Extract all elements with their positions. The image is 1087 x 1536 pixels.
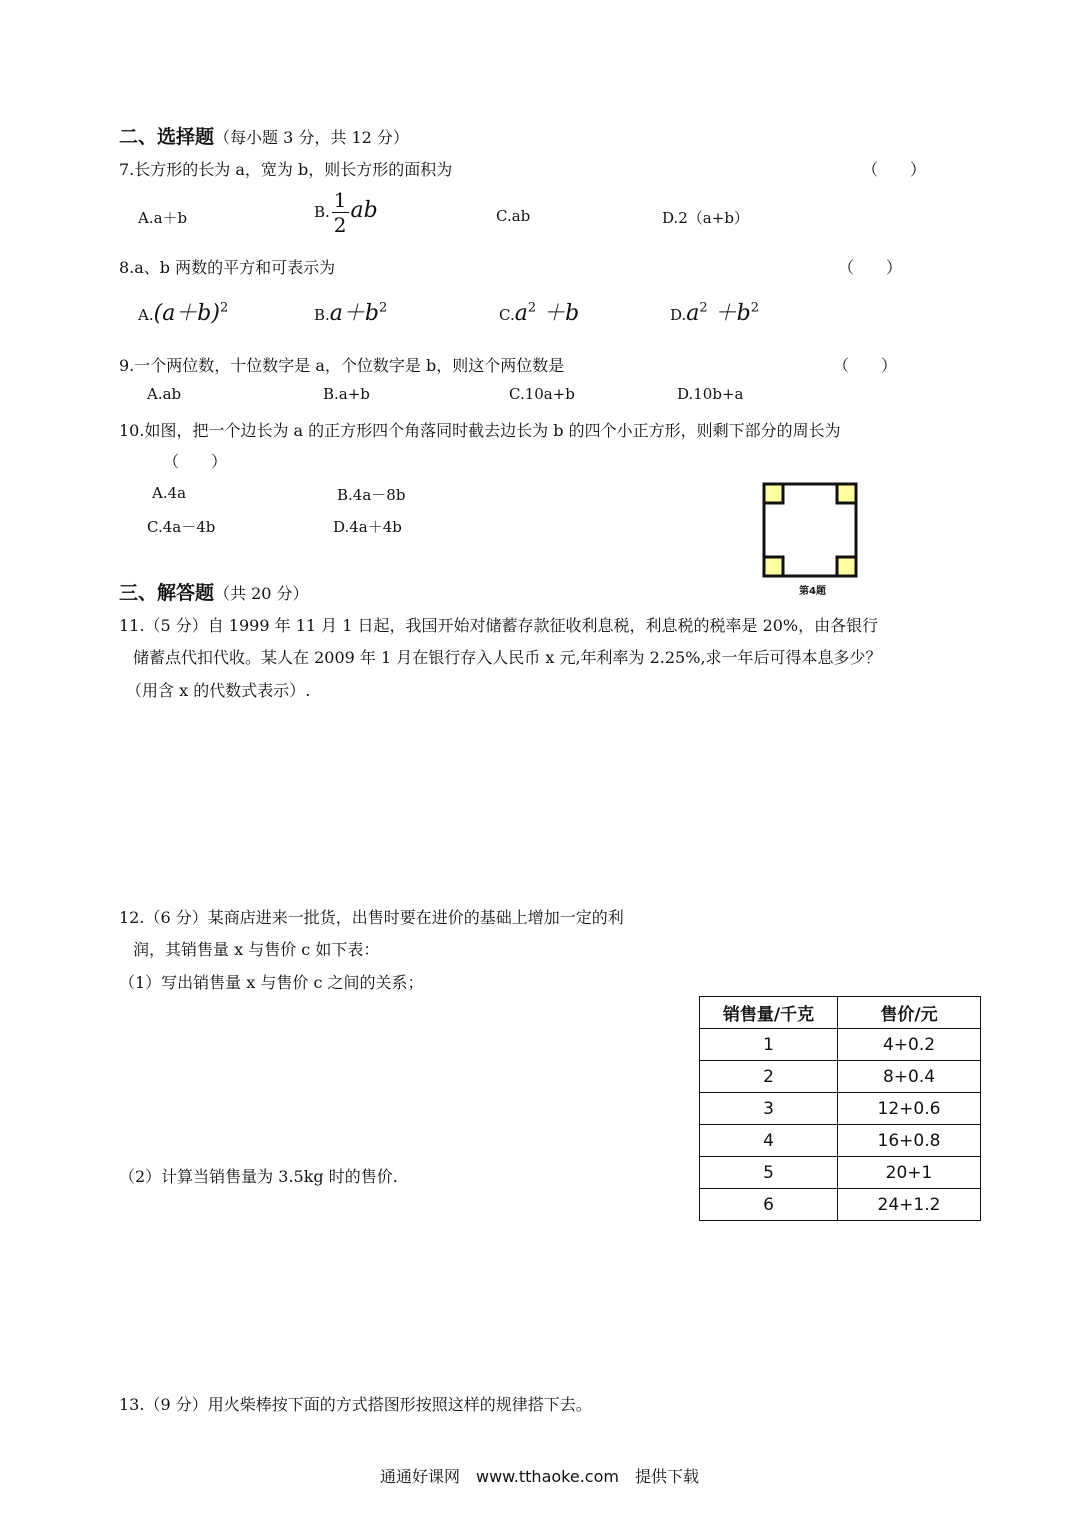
section-2-title: 二、选择题: [119, 126, 215, 148]
question-9-answer-bracket: （ ）: [833, 356, 898, 375]
question-12-line-2: 润，其销售量 x 与售价 c 如下表：: [133, 940, 380, 959]
question-12-part-1: （1）写出销售量 x 与售价 c 之间的关系；: [119, 973, 424, 992]
question-9-option-d: D.10b+a: [677, 385, 744, 403]
question-8-option-b-exponent: 2: [379, 300, 388, 316]
question-8-text: 8.a、b 两数的平方和可表示为: [119, 258, 336, 277]
table-header-price: 售价/元: [838, 997, 981, 1029]
question-8-option-a-expression: [154, 301, 229, 326]
table-cell-quantity: 2: [700, 1061, 838, 1093]
table-cell-quantity: 1: [700, 1029, 838, 1061]
section-2-note: （每小题 3 分，共 12 分）: [214, 128, 409, 147]
table-cell-price: 4+0.2: [838, 1029, 981, 1061]
question-10-option-d: D.4a＋4b: [333, 518, 402, 536]
question-7-option-a: A.a＋b: [138, 209, 188, 227]
table-cell-quantity: 3: [700, 1093, 838, 1125]
question-7-option-c: C.ab: [496, 207, 531, 225]
corner-square-top-left: [764, 484, 783, 503]
question-8-option-c-rest: ＋b: [543, 301, 580, 326]
question-11-line-3: （用含 x 的代数式表示）.: [126, 681, 311, 700]
question-8-option-c-exponent: 2: [527, 300, 537, 316]
question-8-option-b-base: a＋b: [329, 301, 379, 326]
question-8-option-c-expression: [515, 301, 580, 326]
figure-caption: 第4题: [799, 586, 826, 597]
question-9-option-b: B.a+b: [323, 385, 370, 403]
question-8-option-d-exponent: 2: [699, 300, 708, 316]
question-7-option-b-variable: ab: [350, 198, 378, 223]
table-row: [700, 1029, 981, 1061]
question-7-option-b-label: B.: [314, 203, 330, 221]
square-with-cut-corners-figure: [760, 480, 860, 580]
fraction-one-half: [332, 190, 349, 235]
question-9-option-a: A.ab: [147, 385, 182, 403]
question-10-option-c: C.4a－4b: [147, 518, 216, 536]
question-8-option-d-label: D.: [670, 306, 687, 324]
question-8-option-b-expression: [330, 301, 387, 326]
table-row: [700, 1093, 981, 1125]
question-10-text: 10.如图，把一个边长为 a 的正方形四个角落同时截去边长为 b 的四个小正方形，则剩下部分的周长为: [119, 421, 841, 440]
table-cell-quantity: 6: [700, 1189, 838, 1221]
table-row: [700, 1157, 981, 1189]
question-10-option-a: A.4a: [152, 484, 187, 502]
section-3-note: （共 20 分）: [214, 584, 309, 603]
section-3-heading: [119, 578, 309, 605]
question-11-line-2: 储蓄点代扣代收。某人在 2009 年 1 月在银行存入人民币 x 元,年利率为 2.25%,求一年后可得本息多少？: [133, 648, 882, 667]
sales-price-table: [699, 996, 981, 1221]
fraction-denominator: 2: [333, 213, 347, 237]
corner-square-bottom-right: [837, 557, 856, 576]
question-8-answer-bracket: （ ）: [838, 258, 903, 277]
table-row: [700, 1125, 981, 1157]
question-8-option-d-base: a: [686, 301, 700, 326]
table-cell-price: 12+0.6: [838, 1093, 981, 1125]
table-header-row: [700, 997, 981, 1029]
question-7-option-d: D.2（a+b）: [662, 209, 749, 227]
question-9-option-c: C.10a+b: [509, 385, 575, 403]
question-8-option-a-label: A.: [138, 306, 154, 324]
question-8-option-a: [138, 296, 228, 327]
question-8-option-c: [499, 296, 579, 327]
question-8-option-d: [670, 296, 759, 327]
table-cell-price: 24+1.2: [838, 1189, 981, 1221]
question-12-line-1: 12.（6 分）某商店进来一批货，出售时要在进价的基础上增加一定的利: [119, 908, 624, 927]
question-8-option-a-exponent: 2: [219, 300, 229, 316]
question-8-option-c-base: a: [514, 301, 528, 326]
fraction-numerator: 1: [333, 188, 347, 212]
question-7-answer-bracket: （ ）: [862, 160, 927, 179]
table-row: [700, 1061, 981, 1093]
question-10-answer-bracket: （ ）: [163, 452, 228, 471]
table-cell-price: 20+1: [838, 1157, 981, 1189]
question-7-text: 7.长方形的长为 a，宽为 b，则长方形的面积为: [119, 160, 453, 179]
corner-square-top-right: [837, 484, 856, 503]
table-row: [700, 1189, 981, 1221]
section-2-heading: [119, 122, 409, 149]
question-8-option-d-expression: [686, 301, 759, 326]
question-8-option-c-label: C.: [499, 306, 515, 324]
table-cell-quantity: 4: [700, 1125, 838, 1157]
table-cell-price: 8+0.4: [838, 1061, 981, 1093]
table-header-quantity: 销售量/千克: [700, 997, 838, 1029]
question-8-option-a-base: (a＋b): [153, 301, 220, 326]
question-7-option-b: [314, 190, 378, 235]
section-3-title: 三、解答题: [119, 582, 215, 604]
question-12-part-2: （2）计算当销售量为 3.5kg 时的售价.: [119, 1167, 398, 1186]
question-11-line-1: 11.（5 分）自 1999 年 11 月 1 日起，我国开始对储蓄存款征收利息税，利息税的税率是 20%，由各银行: [119, 616, 879, 635]
question-8-option-b-label: B.: [314, 306, 330, 324]
corner-square-bottom-left: [764, 557, 783, 576]
question-8-option-d-exponent-2: 2: [750, 300, 760, 316]
question-13-text: 13.（9 分）用火柴棒按下面的方式搭图形按照这样的规律搭下去。: [119, 1395, 592, 1414]
table-cell-price: 16+0.8: [838, 1125, 981, 1157]
question-8-option-d-middle: ＋b: [714, 301, 751, 326]
question-8-option-b: [314, 296, 387, 327]
question-9-text: 9.一个两位数，十位数字是 a，个位数字是 b，则这个两位数是: [119, 356, 565, 375]
question-10-option-b: B.4a－8b: [337, 486, 406, 504]
table-cell-quantity: 5: [700, 1157, 838, 1189]
page-footer: 通通好课网 www.tthaoke.com 提供下载: [380, 1467, 699, 1486]
